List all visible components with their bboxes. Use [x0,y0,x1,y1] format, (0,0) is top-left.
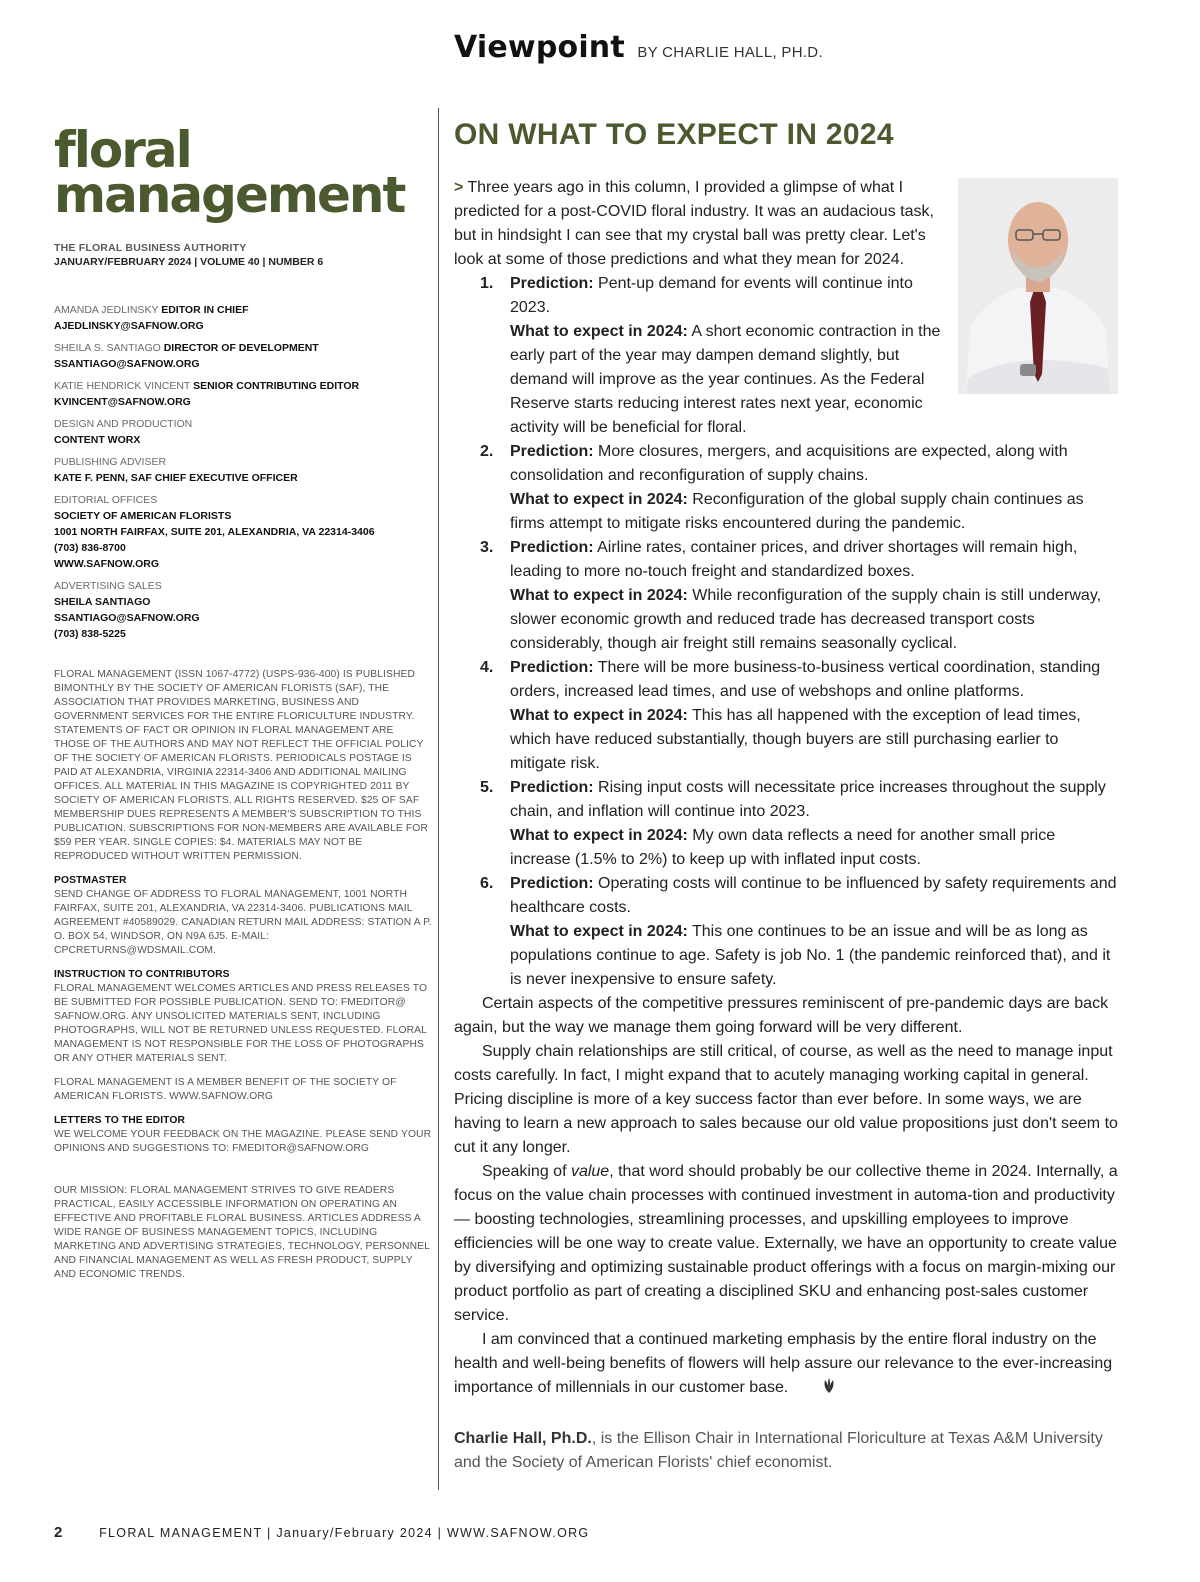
column-divider [438,108,439,1490]
editorial-line: 1001 NORTH FAIRFAX, SUITE 201, ALEXANDRIA, VA 22314-3406 [54,526,375,538]
expect-label: What to expect in 2024: [510,707,688,724]
prediction-number: 3. [480,539,494,556]
design-entry [54,416,432,448]
prediction-label: Prediction: [510,539,594,556]
prediction-label: Prediction: [510,275,594,292]
para-text: , that word should probably be our collective theme in 2024. Internally, a focus on the value chain processes with continued investment in automa-tion and productivity — boosting technologies, streamlining processes, and upskilling employees to improve efficiencies will be one way to create value. Externally, we have an opportunity to create value by diversifying and optimizing sustainable product offerings with a focus on margin-mixing our product portfolio as part of creating a disciplined SKU and enhancing post-sales customer service. [454,1163,1118,1324]
prediction-text: Pent-up demand for events will continue into 2023. [510,275,913,316]
advertising-label: ADVERTISING SALES [54,580,162,592]
staff-title: EDITOR IN CHIEF [161,304,249,316]
design-value: CONTENT WORX [54,434,141,446]
staff-title: SENIOR CONTRIBUTING EDITOR [193,380,360,392]
prediction-text: There will be more business-to-business vertical coordination, standing orders, increased lead times, and use of webshops and online platforms. [510,659,1101,700]
body-paragraph [454,1328,1118,1403]
prediction-number: 6. [480,875,494,892]
prediction-label: Prediction: [510,875,594,892]
letters-block [54,1114,432,1156]
expect-text: While reconfiguration of the supply chain is still underway, slower economic growth and reduced trade has decreased transport costs considerably, though air freight still remains seasonally cyclical. [510,587,1102,652]
prediction-number: 1. [480,275,494,292]
editorial-line: WWW.SAFNOW.ORG [54,558,159,570]
prediction-text: Operating costs will continue to be influenced by safety requirements and healthcare costs. [510,875,1117,916]
staff-title: DIRECTOR OF DEVELOPMENT [163,342,319,354]
prediction-text: Rising input costs will necessitate price increases throughout the supply chain, and inflation will continue into 2023. [510,779,1106,820]
postmaster-heading: POSTMASTER [54,875,127,886]
contributors-block [54,968,432,1066]
postmaster-text: SEND CHANGE OF ADDRESS TO FLORAL MANAGEMENT, 1001 NORTH FAIRFAX, SUITE 201, ALEXANDRIA, VA 22314-3406. PUBLICATIONS MAIL AGREEMENT #40589029. CANADIAN RETURN MAIL ADDRESS: STATION A P. O. BOX 54, WINDSOR, ON N9A 6J5. E-MAIL: CPCRETURNS@WDSMAIL.COM. [54,889,432,956]
tagline: THE FLORAL BUSINESS AUTHORITY [54,242,247,254]
prediction-item [454,440,1118,536]
staff-entry [54,378,432,410]
advertising-entry [54,578,432,642]
adviser-label: PUBLISHING ADVISER [54,456,167,468]
body-paragraph: Certain aspects of the competitive pressures reminiscent of pre-pandemic days are back again, but the way we manage them going forward will be very different. [454,995,1109,1036]
design-label: DESIGN AND PRODUCTION [54,418,193,430]
body-paragraph: Supply chain relationships are still critical, of course, as well as the need to manage input costs carefully. In fact, I might expand that to acutely managing working capital in general. Pricing discipline is more of a key success factor than ever before. In some ways, we are having to learn a new approach to sales because our old value propositions just don't seem to cut it any longer. [454,1043,1118,1156]
lead-marker: > [454,179,464,196]
expect-text: Reconfiguration of the global supply chain continues as firms attempt to mitigate risks encountered during the pandemic. [510,491,1084,532]
staff-list [54,302,432,642]
para-emphasis: value [570,1163,610,1180]
prediction-item [454,656,1118,776]
flower-end-icon [792,1377,838,1403]
editorial-line: SOCIETY OF AMERICAN FLORISTS [54,510,232,522]
letters-text: WE WELCOME YOUR FEEDBACK ON THE MAGAZINE. PLEASE SEND YOUR OPINIONS AND SUGGESTIONS TO: FMEDITOR@SAFNOW.ORG [54,1129,432,1154]
prediction-number: 5. [480,779,494,796]
expect-label: What to expect in 2024: [510,323,688,340]
adviser-entry [54,454,432,486]
masthead-column [54,121,432,1292]
publication-notice: FLORAL MANAGEMENT (ISSN 1067-4772) (USPS-936-400) IS PUBLISHED BIMONTHLY BY THE SOCIETY OF AMERICAN FLORISTS (SAF), THE ASSOCIATION THAT PROVIDES MARKETING, BUSINESS AND GOVERNMENT SERVICES FOR THE ENTIRE FLORICULTURE INDUSTRY. STATEMENTS OF FACT OR OPINION IN FLORAL MANAGEMENT ARE THOSE OF THE AUTHORS AND MAY NOT REFLECT THE OFFICIAL POLICY OF THE SOCIETY OF AMERICAN FLORISTS. PERIODICALS POSTAGE IS PAID AT ALEXANDRIA, VIRGINIA 22314-3406 AND ADDITIONAL MAILING OFFICES. ALL MATERIAL IN THIS MAGAZINE IS COPYRIGHTED 2011 BY SOCIETY OF AMERICAN FLORISTS. ALL RIGHTS RESERVED. $25 OF SAF MEMBERSHIP DUES REPRESENTS A MEMBER'S SUBSCRIPTION TO THIS PUBLICATION. SUBSCRIPTIONS FOR NON-MEMBERS ARE AVAILABLE FOR $59 PER YEAR. SINGLE COPIES: $4. MATERIALS MAY NOT BE REPRODUCED WITHOUT WRITTEN PERMISSION. [54,669,428,862]
prediction-item [454,536,1118,656]
expect-label: What to expect in 2024: [510,827,688,844]
advertising-line: SHEILA SANTIAGO [54,596,151,608]
mission-statement: OUR MISSION: FLORAL MANAGEMENT STRIVES TO GIVE READERS PRACTICAL, EASILY ACCESSIBLE INFORMATION ON OPERATING AN EFFECTIVE AND PROFITABLE FLORAL BUSINESS. ARTICLES ADDRESS A WIDE RANGE OF BUSINESS MANAGEMENT TOPICS, INCLUDING MARKETING AND ADVERTISING STRATEGIES, TECHNOLOGY, PERSONNEL AND FINANCIAL MANAGEMENT AS WELL AS FRESH PRODUCT, SUPPLY AND ECONOMIC TRENDS. [54,1185,430,1280]
section-title: Viewpoint [454,30,625,65]
lead-text: Three years ago in this column, I provided a glimpse of what I predicted for a post-COVID floral industry. It was an audacious task, but in hindsight I can see that my crystal ball was pretty clear. Let's look at some of those predictions and what they mean for 2024. [454,179,934,268]
staff-email: AJEDLINSKY@SAFNOW.ORG [54,320,204,332]
byline: BY CHARLIE HALL, PH.D. [637,44,823,61]
prediction-label: Prediction: [510,779,594,796]
contributors-text: FLORAL MANAGEMENT WELCOMES ARTICLES AND PRESS RELEASES TO BE SUBMITTED FOR POSSIBLE PUBLICATION. SEND TO: FMEDITOR@ SAFNOW.ORG. ANY UNSOLICITED MATERIALS SENT, INCLUDING PHOTOGRAPHS, WILL NOT BE RETURNED UNLESS REQUESTED. FLORAL MANAGEMENT IS NOT RESPONSIBLE FOR THE LOSS OF PHOTOGRAPHS OR ANY OTHER MATERIALS SENT. [54,983,428,1064]
staff-name: AMANDA JEDLINSKY [54,304,159,316]
article-body [454,176,1118,1475]
prediction-item [454,776,1118,872]
contributors-heading: INSTRUCTION TO CONTRIBUTORS [54,969,230,980]
prediction-text: More closures, mergers, and acquisitions are expected, along with consolidation and reconfiguration of supply chains. [510,443,1068,484]
para-text: Speaking of [482,1163,571,1180]
member-benefit: FLORAL MANAGEMENT IS A MEMBER BENEFIT OF THE SOCIETY OF AMERICAN FLORISTS. WWW.SAFNOW.ORG [54,1077,397,1102]
postmaster-block [54,874,432,958]
expect-label: What to expect in 2024: [510,491,688,508]
page-number: 2 [54,1524,63,1541]
author-bio [454,1427,1118,1475]
bio-text: , is the Ellison Chair in International Floriculture at Texas A&M University and the Society of American Florists' chief economist. [454,1430,1103,1471]
logo-line-2: management [54,166,405,224]
staff-email: SSANTIAGO@SAFNOW.ORG [54,358,200,370]
prediction-number: 4. [480,659,494,676]
staff-email: KVINCENT@SAFNOW.ORG [54,396,191,408]
expect-label: What to expect in 2024: [510,923,688,940]
staff-entry [54,340,432,372]
advertising-line: (703) 838-5225 [54,628,126,640]
prediction-number: 2. [480,443,494,460]
letters-heading: LETTERS TO THE EDITOR [54,1115,186,1126]
expect-text: My own data reflects a need for another small price increase (1.5% to 2%) to keep up with inflated input costs. [510,827,1056,868]
prediction-item [454,872,1118,992]
article-title: ON WHAT TO EXPECT IN 2024 [454,118,894,151]
prediction-item [454,272,1118,440]
expect-text: This one continues to be an issue and will be as long as populations continue to age. Safety is job No. 1 (the pandemic reinforced that), and it is never inexpensive to ensure safety. [510,923,1111,988]
issue-info: JANUARY/FEBRUARY 2024 | VOLUME 40 | NUMBER 6 [54,256,324,268]
prediction-label: Prediction: [510,659,594,676]
article [454,118,1118,1491]
bio-name: Charlie Hall, Ph.D. [454,1430,592,1447]
advertising-line: SSANTIAGO@SAFNOW.ORG [54,612,200,624]
prediction-text: Airline rates, container prices, and driver shortages will remain high, leading to more no-touch freight and standardized boxes. [510,539,1078,580]
expect-label: What to expect in 2024: [510,587,688,604]
logo-line-1: floral [54,121,191,179]
adviser-value: KATE F. PENN, SAF CHIEF EXECUTIVE OFFICER [54,472,298,484]
footer-text: FLORAL MANAGEMENT | January/February 2024 | WWW.SAFNOW.ORG [99,1526,590,1540]
editorial-line: (703) 836-8700 [54,542,126,554]
editorial-label: EDITORIAL OFFICES [54,494,158,506]
staff-entry [54,302,432,334]
staff-name: KATIE HENDRICK VINCENT [54,380,191,392]
editorial-offices-entry [54,492,432,572]
prediction-label: Prediction: [510,443,594,460]
legal-text [54,668,432,1282]
body-paragraph [454,1160,1118,1328]
page-header [454,30,823,65]
page-footer [54,1524,589,1541]
expect-text: A short economic contraction in the early part of the year may dampen demand slightly, but demand will improve as the year continues. As the Federal Reserve starts reducing interest rates next year, economic activity will be beneficial for floral. [510,323,941,436]
magazine-logo [54,121,432,224]
predictions-list [454,272,1118,992]
expect-text: This has all happened with the exception of lead times, which have reduced substantially, though buyers are still purchasing earlier to mitigate risk. [510,707,1081,772]
para-text: I am convinced that a continued marketing emphasis by the entire floral industry on the health and well-being benefits of flowers will help assure our relevance to the ever-increasing importance of millennials in our customer base. [454,1331,1113,1396]
staff-name: SHEILA S. SANTIAGO [54,342,161,354]
